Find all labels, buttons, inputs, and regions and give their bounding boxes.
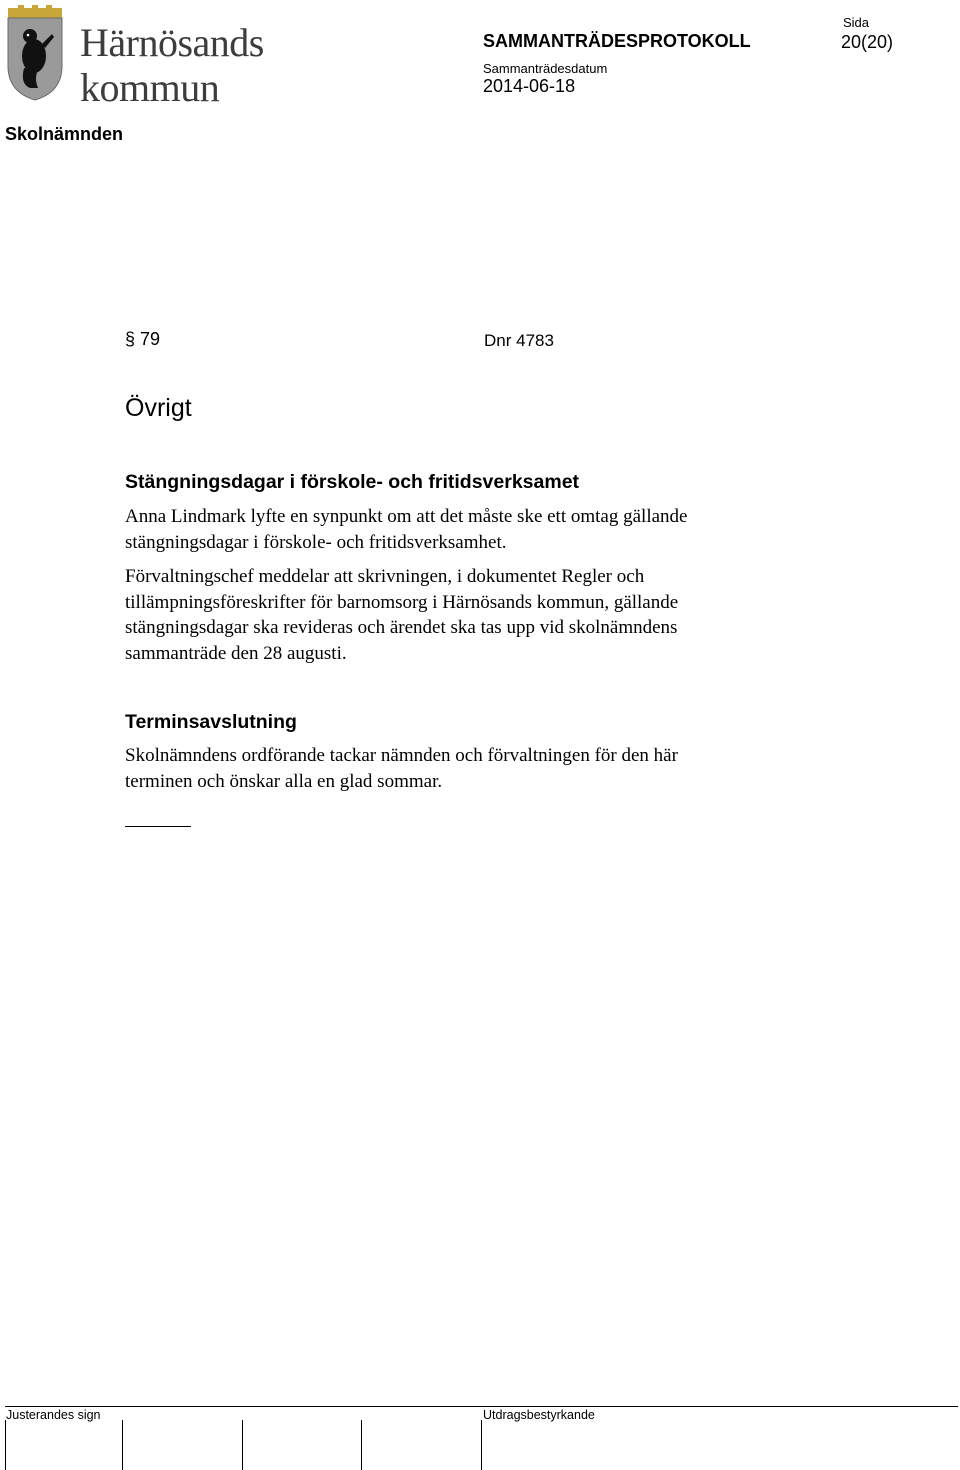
municipality-wordmark (80, 20, 264, 110)
paragraph-line: Skolnämndens ordförande tackar nämnden och förvaltningen för den här (125, 745, 678, 766)
protocol-title: SAMMANTRÄDESPROTOKOLL (483, 31, 751, 51)
meeting-date-label: Sammanträdesdatum (483, 61, 608, 76)
extract-certification-label: Utdragsbestyrkande (483, 1408, 595, 1422)
section-number (125, 329, 160, 350)
item-title: Terminsavslutning (125, 711, 297, 733)
item-paragraph (125, 743, 825, 794)
paragraph-line: Anna Lindmark lyfte en synpunkt om att det måste ske ett omtag gällande (125, 506, 688, 527)
paragraph-line: Förvaltningschef meddelar att skrivningen, i dokumentet Regler och (125, 566, 645, 587)
item-paragraph (125, 504, 825, 555)
paragraph-line: tillämpningsföreskrifter för barnomsorg i Härnösands kommun, gällande (125, 591, 679, 613)
item-paragraph (125, 564, 825, 666)
paragraph-line: terminen och önskar alla en glad sommar. (125, 770, 443, 792)
paragraph-line: stängningsdagar ska revideras och ärendet ska tas upp vid skolnämndens (125, 617, 678, 638)
signature-box-divider (5, 1420, 6, 1470)
wordmark-line-1: Härnösands (80, 20, 264, 65)
section-heading: Övrigt (125, 394, 192, 422)
end-of-section-rule (125, 826, 191, 827)
section-number-value: 79 (140, 329, 161, 349)
section-sign: § (125, 329, 136, 349)
municipal-coat-of-arms-logo (4, 4, 66, 102)
page-number: 20(20) (841, 32, 894, 52)
paragraph-line: stängningsdagar i förskole- och fritidsverksamhet. (125, 531, 507, 553)
item-title: Stängningsdagar i förskole- och fritidsverksamet (125, 471, 580, 493)
signature-box-divider (122, 1420, 123, 1470)
wordmark-line-2: kommun (80, 65, 220, 110)
signature-box-divider (481, 1420, 482, 1470)
signature-box-divider (361, 1420, 362, 1470)
organization-name: Skolnämnden (5, 124, 124, 144)
signature-box-divider (242, 1420, 243, 1470)
meeting-date: 2014-06-18 (483, 76, 576, 96)
adjuster-signature-label: Justerandes sign (6, 1408, 101, 1422)
footer-rule (5, 1406, 958, 1407)
diary-number: Dnr 4783 (484, 331, 554, 350)
paragraph-line: sammanträde den 28 augusti. (125, 642, 347, 664)
page-label: Sida (843, 15, 870, 30)
